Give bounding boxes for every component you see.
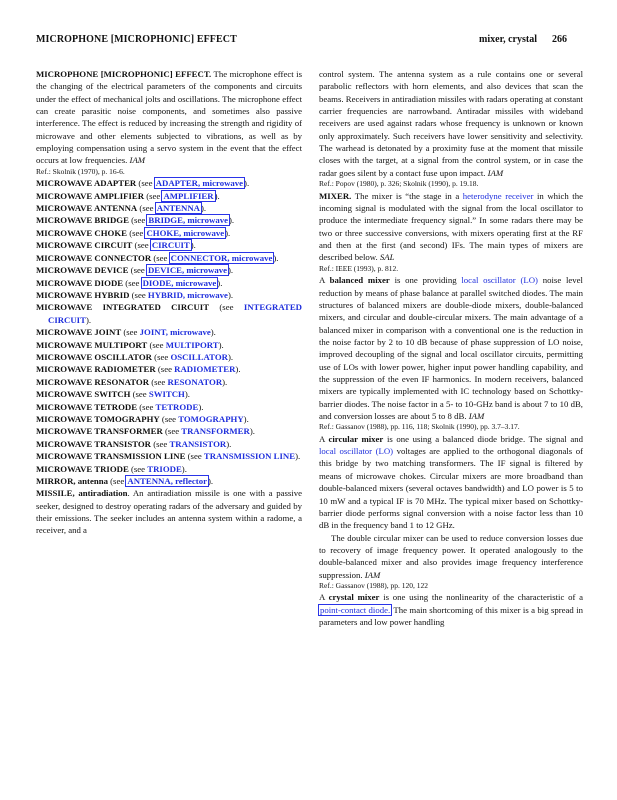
entry-crystal-mixer	[319, 591, 583, 628]
entry-body: is one providing	[389, 275, 462, 286]
cross-reference-entry	[36, 239, 302, 251]
entry-term: MICROWAVE DEVICE	[36, 265, 129, 276]
see-text: (see	[136, 178, 155, 189]
cross-reference-entry	[36, 252, 302, 264]
cross-reference-link[interactable]: CONNECTOR, microwave	[170, 252, 273, 263]
cross-reference-entry	[36, 177, 302, 189]
cross-reference-link[interactable]: ANTENNA	[156, 203, 200, 214]
entry-body: in which the incoming signal is modulated with the signal from the local oscillator to produce the intermediate frequency signal.” In some radars there may be two or three successive conversions, with mixers operating first at the RF and then at the first (and second) IFs. The main types of mixers are described below.	[319, 190, 583, 263]
entry-mixer	[319, 190, 583, 264]
cross-reference-entry	[36, 339, 302, 351]
cross-reference-entry	[36, 301, 302, 326]
see-text: (see	[155, 364, 175, 375]
cross-reference-entry	[36, 438, 302, 450]
entry-body: . An antiradiation missile is one with a passive seeker, designed to destroy operating radars of the adversary and guided by their emissions. The seeker includes an antenna system within a radome, a receiver, and a	[36, 488, 302, 536]
see-text-close: ).	[226, 438, 232, 449]
entry-term: MICROWAVE AMPLIFIER	[36, 190, 145, 201]
entry-circular-mixer	[319, 433, 583, 532]
page-number: 266	[552, 34, 567, 45]
entry-body: A	[319, 433, 329, 444]
entry-body: control system. The antenna system as a rule contains one or several parabolic reflectors with horn elements, and also devices that scan the beams. Receivers in antiradiation missiles with radars operating at constant carrier frequencies are narrowband. Antiradar missiles with wideband receivers are used against radars whose frequency is unknown or known only approximately. Such receivers have lower sensitivity and selectivity. The warhead is detonated by a proximity fuse at the moment that missile closes with the target, at a signal from the control system, or in case the radar goes silent by a contact fuse upon impact.	[319, 69, 583, 178]
cross-reference-link[interactable]: TOMOGRAPHY	[178, 413, 244, 424]
entry-body: voltages are applied to the orthogonal diagonals of this bridge by two matching transformers. The IF signal is filtered by means of microwave chokes. Circular mixers are more broadband than double-balanced mixers (several octaves bandwidth) and LO power is 5 to 10 mW and a typical IF is 70 MHz. The typical mixer based on Schottky-barrier diode performs signal conversion with a noise factor less than 10 dB in the frequency band 1 to 12 GHz.	[319, 446, 583, 531]
see-text: (see	[144, 190, 163, 201]
cross-reference-entry	[36, 264, 302, 276]
cross-reference-link[interactable]: CIRCUIT	[151, 240, 190, 251]
see-text: (see	[123, 277, 142, 288]
header-right	[479, 34, 567, 45]
entry-body: A	[319, 275, 330, 286]
cross-reference-link[interactable]: TRANSMISSION LINE	[203, 451, 296, 462]
cross-reference-entry	[36, 425, 302, 437]
see-text-close: ).	[235, 364, 241, 375]
see-text-close: ).	[228, 265, 234, 276]
entry-author: IAM	[468, 410, 485, 421]
see-text: (see	[185, 451, 204, 462]
reference: Ref.: Popov (1980), p. 326; Skolnik (1990), p. 19.18.	[319, 179, 479, 189]
entry-term: MICROPHONE [MICROPHONIC] EFFECT.	[36, 69, 212, 79]
entry-term: crystal mixer	[328, 592, 380, 603]
reference: Ref.: Skolnik (1970), p. 16-6.	[36, 166, 125, 176]
see-text-close: ).	[273, 252, 279, 263]
see-text: (see	[151, 438, 170, 449]
cross-reference-entry	[36, 463, 302, 475]
link-local-oscillator[interactable]: local oscillator (LO)	[461, 275, 538, 286]
see-text-close: ).	[85, 314, 92, 325]
entry-term: MICROWAVE HYBRID	[36, 289, 130, 300]
see-text-close: ).	[214, 190, 220, 201]
entry-term: MICROWAVE MULTIPORT	[36, 339, 148, 350]
see-text: (see	[129, 289, 148, 300]
see-text-close: ).	[184, 389, 190, 400]
cross-reference-entry	[36, 413, 302, 425]
cross-reference-link[interactable]: SWITCH	[148, 389, 185, 400]
entry-author: IAM	[364, 569, 381, 580]
cross-reference-link[interactable]: OSCILLATOR	[170, 351, 228, 362]
cross-reference-link[interactable]: BRIDGE, microwave	[148, 215, 228, 226]
entry-missile	[36, 487, 302, 536]
cross-reference-link[interactable]: JOINT, microwave	[139, 327, 211, 338]
cross-reference-entry	[36, 388, 302, 400]
see-text-close: ).	[222, 376, 228, 387]
see-text-close: ).	[181, 463, 187, 474]
entry-term: MICROWAVE JOINT	[36, 327, 122, 338]
entry-term: MICROWAVE CHOKE	[36, 227, 127, 238]
entry-double-circular-mixer	[319, 532, 583, 581]
header-right-title: mixer, crystal	[479, 34, 537, 45]
right-column	[319, 68, 583, 628]
see-text: (see	[151, 252, 170, 263]
entry-body: noise level reduction by means of phase balance at parallel switched diodes. The main structures of balanced mixers are double-diode mixers, double-balanced mixers, and circular and double-circular mixers. The main advantage of a balanced mixer in comparison with a conventional one is the reduction in the noise factor by 2 to 10 dB because of phase suppression of LO noise, improved decoupling of the signal and local oscillator circuits, permitting use of LOs with lower power, higher input power handling capability, and the suppression of the even IF harmonics. In modern receivers, balanced mixers are typically implemented with IC technology based on Schottky-barrier diodes. The noise factor in a 5- to 10-GHz band is about 7 to 10 dB, and conversion losses are about 5 to 8 dB.	[319, 275, 583, 421]
cross-reference-link[interactable]: MULTIPORT	[165, 339, 219, 350]
entry-term: MIXER.	[319, 190, 352, 201]
entry-term: MICROWAVE CIRCUIT	[36, 240, 133, 251]
see-text-close: ).	[225, 227, 231, 238]
reference: Ref.: IEEE (1993), p. 812.	[319, 263, 399, 273]
cross-reference-entry	[36, 351, 302, 363]
cross-reference-link[interactable]: TETRODE	[155, 401, 199, 412]
entry-term: MICROWAVE TRANSFORMER	[36, 426, 163, 437]
see-text: (see	[209, 302, 244, 313]
cross-reference-link[interactable]: AMPLIFIER	[163, 190, 214, 201]
see-text-close: ).	[200, 203, 207, 214]
cross-reference-entry	[36, 376, 302, 388]
cross-reference-entry	[36, 326, 302, 338]
entry-term: MICROWAVE RESONATOR	[36, 376, 150, 387]
see-text-close: ).	[244, 178, 250, 189]
see-text-close: ).	[218, 339, 224, 350]
entry-term: MICROWAVE BRIDGE	[36, 215, 129, 226]
left-column	[36, 68, 302, 537]
entry-term: MICROWAVE TRIODE	[36, 463, 129, 474]
entry-missile-continued	[319, 68, 583, 179]
cross-reference-entry	[36, 401, 302, 413]
cross-reference-entry	[36, 202, 302, 214]
reference: Ref.: Gassanov (1988), pp. 120, 122	[319, 580, 428, 590]
entry-term: circular mixer	[328, 433, 384, 444]
entry-term: MICROWAVE TETRODE	[36, 401, 138, 412]
see-text: (see	[128, 215, 148, 226]
see-text-close: ).	[243, 413, 249, 424]
see-text-close: ).	[228, 215, 235, 226]
see-text-close: ).	[217, 277, 223, 288]
entry-microphone	[36, 68, 302, 167]
cross-reference-link[interactable]: TRANSISTOR	[169, 438, 227, 449]
entry-term: MICROWAVE TRANSMISSION LINE	[36, 451, 186, 462]
link-local-oscillator[interactable]: local oscillator (LO)	[319, 446, 394, 457]
cross-reference-link[interactable]: ADAPTER, microwave	[155, 178, 244, 189]
entry-author: IAM	[129, 155, 146, 166]
link-heterodyne-receiver[interactable]: heterodyne receiver	[462, 190, 534, 201]
see-text-close: ).	[295, 451, 301, 462]
header-left-title: MICROPHONE [MICROPHONIC] EFFECT	[36, 34, 237, 45]
see-text: (see	[107, 476, 127, 486]
see-text-close: ).	[190, 240, 196, 251]
cross-reference-link[interactable]: TRANSFORMER	[181, 426, 250, 437]
entry-term: MICROWAVE SWITCH	[36, 389, 131, 400]
link-point-contact-diode[interactable]: point-contact diode.	[320, 604, 391, 615]
see-text: (see	[137, 203, 156, 214]
see-text-close: ).	[227, 351, 234, 362]
entry-author: SAL	[379, 252, 395, 263]
cross-reference-entry	[36, 363, 302, 375]
entry-body: The main shortcoming of this mixer is a big spread in parameters and low power handling	[319, 604, 583, 628]
see-text-close: ).	[198, 401, 204, 412]
entry-term: MICROWAVE CONNECTOR	[36, 252, 152, 263]
entry-body: The double circular mixer can be used to reduce conversion losses due to recovery of image frequency power. It operated analogously to the double-balanced mixer and also provides image frequency interference suppression.	[319, 532, 583, 580]
cross-reference-link[interactable]: INTEGRATED CIRCUIT	[48, 302, 302, 325]
entry-term: MIRROR, antenna	[36, 476, 108, 486]
cross-reference-link[interactable]: DIODE, microwave	[142, 277, 217, 288]
cross-reference-entry	[36, 277, 302, 289]
entry-author: IAM	[487, 167, 504, 178]
see-text: (see	[128, 265, 147, 276]
see-text-close: ).	[249, 426, 255, 437]
entry-body: is one using a balanced diode bridge. The signal and	[383, 433, 584, 444]
see-text: (see	[130, 389, 149, 400]
entry-term: MISSILE, antiradiation	[36, 488, 128, 499]
see-text: (see	[159, 413, 179, 424]
cross-reference-entry	[36, 227, 302, 239]
see-text: (see	[127, 227, 146, 238]
cross-reference-entry	[36, 289, 302, 301]
cross-reference-link[interactable]: CHOKE, microwave	[146, 227, 225, 238]
cross-reference-link[interactable]: ANTENNA, reflector	[127, 476, 207, 486]
see-text: (see	[151, 351, 171, 362]
cross-reference-entry	[36, 475, 302, 487]
cross-reference-entry	[36, 214, 302, 226]
entry-body: The mixer is “the stage in a	[351, 190, 463, 201]
entry-body: A	[319, 592, 329, 603]
see-text: (see	[162, 426, 182, 437]
entry-balanced-mixer	[319, 274, 583, 422]
see-text: (see	[149, 376, 168, 387]
cross-reference-link[interactable]: DEVICE, microwave	[147, 265, 228, 276]
cross-reference-list	[36, 177, 302, 487]
cross-reference-link[interactable]: RADIOMETER	[174, 364, 236, 375]
cross-reference-link[interactable]: HYBRID, microwave	[147, 289, 228, 300]
entry-term: MICROWAVE DIODE	[36, 277, 124, 288]
entry-term: MICROWAVE RADIOMETER	[36, 364, 156, 375]
see-text: (see	[147, 339, 166, 350]
entry-term: MICROWAVE ANTENNA	[36, 203, 138, 214]
entry-term: MICROWAVE INTEGRATED CIRCUIT	[36, 302, 210, 313]
entry-term: MICROWAVE TRANSISTOR	[36, 438, 151, 449]
entry-term: MICROWAVE OSCILLATOR	[36, 351, 152, 362]
see-text: (see	[128, 463, 148, 474]
see-text-close: ).	[227, 289, 234, 300]
running-header	[36, 34, 567, 48]
entry-term: MICROWAVE TOMOGRAPHY	[36, 413, 160, 424]
entry-term: balanced mixer	[329, 275, 390, 286]
cross-reference-entry	[36, 450, 302, 462]
entry-body: The microphone effect is the changing of the electrical parameters of the components and circuits under the effect of mechanical jolts and oscillations. The microphone effect can create parasitic noise components, and sometimes also passive interference. The effect is reduced by increasing the strength and rigidity of microwave and other elements subjected to vibrations, as well as by employing compensation using a servo system in the event that the effect occurs at low frequencies.	[36, 69, 302, 166]
entry-body: is one using the nonlinearity of the characteristic of a	[379, 592, 583, 603]
see-text: (see	[137, 401, 156, 412]
reference: Ref.: Gassanov (1988), pp. 116, 118; Skolnik (1990), pp. 3.7–3.17.	[319, 422, 520, 432]
cross-reference-link[interactable]: TRIODE	[147, 463, 182, 474]
cross-reference-link[interactable]: RESONATOR	[167, 376, 223, 387]
see-text: (see	[121, 327, 140, 338]
entry-term: MICROWAVE ADAPTER	[36, 178, 137, 189]
see-text: (see	[132, 240, 151, 251]
cross-reference-entry	[36, 190, 302, 202]
see-text-close: ).	[207, 476, 214, 486]
see-text-close: ).	[210, 327, 216, 338]
